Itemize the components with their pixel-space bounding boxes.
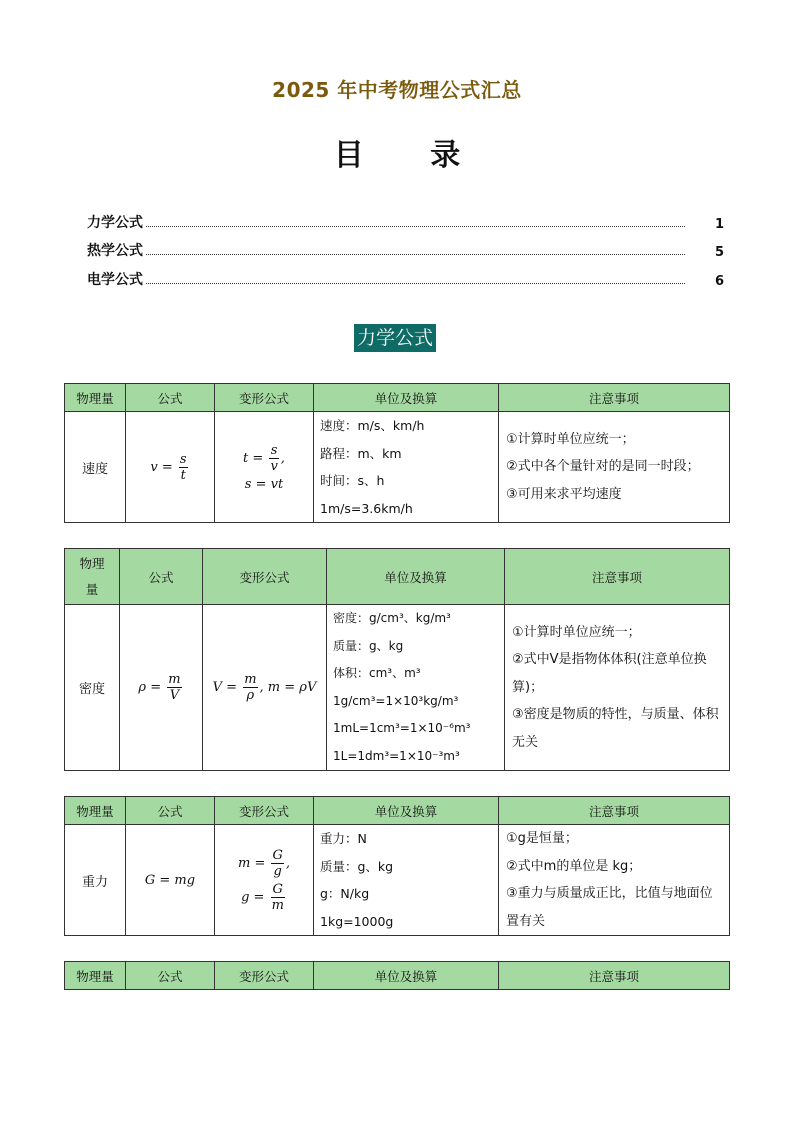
formula-table-speed <box>64 383 730 523</box>
units-cell <box>314 825 499 936</box>
unit-line: 时间：s、h <box>320 473 385 488</box>
variant-lhs: t = <box>243 450 264 466</box>
header-formula: 公式 <box>126 384 215 412</box>
header-notes: 注意事项 <box>499 962 730 990</box>
variant-lhs: V = <box>212 680 238 695</box>
toc-entry-label: 热学公式 <box>87 243 143 259</box>
notes-cell <box>499 412 730 523</box>
header-units: 单位及换算 <box>314 384 499 412</box>
header-formula: 公式 <box>120 549 203 605</box>
header-notes: 注意事项 <box>505 549 730 605</box>
formula-cell: G = mg <box>126 825 215 936</box>
table-row <box>65 605 730 771</box>
toc-leader-dots <box>146 253 685 255</box>
quantity-cell: 密度 <box>65 605 120 771</box>
units-cell <box>314 412 499 523</box>
header-formula: 公式 <box>126 962 215 990</box>
variant-cell <box>215 825 314 936</box>
toc-entry-mechanics[interactable] <box>87 203 723 232</box>
formula-lhs: v = <box>150 459 173 475</box>
toc-heading: 目 录 <box>333 138 489 173</box>
fraction-numerator: s <box>270 442 278 458</box>
note-line: ③重力与质量成正比，比值与地面位置有关 <box>506 886 713 929</box>
header-qty: 物理量 <box>65 962 126 990</box>
formula-cell <box>126 412 215 523</box>
toc-entry-thermal[interactable] <box>87 232 723 261</box>
variant-formula <box>215 882 313 913</box>
toc-entry-page: 6 <box>715 273 725 289</box>
unit-line: 1g/cm³=1×10³kg/m³ <box>333 693 459 708</box>
variant-fraction <box>269 443 278 474</box>
note-line: ②式中V是指物体体积(注意单位换算)； <box>512 652 707 695</box>
fraction-denominator: v <box>270 458 278 474</box>
unit-line: 1mL=1cm³=1×10⁻⁶m³ <box>333 721 471 735</box>
unit-line: 质量：g、kg <box>320 858 394 874</box>
fraction-numerator: m <box>168 672 181 687</box>
note-line: ①计算时单位应统一； <box>512 624 641 640</box>
unit-line: 1kg=1000g <box>320 913 394 929</box>
formula-cell <box>120 605 203 771</box>
unit-line: 1L=1dm³=1×10⁻³m³ <box>333 748 460 763</box>
document-title: 2025 年中考物理公式汇总 <box>272 78 522 102</box>
notes-cell <box>505 605 730 771</box>
variant-formula: s = vt <box>244 476 284 492</box>
unit-line: g：N/kg <box>320 886 370 901</box>
fraction-denominator: ρ <box>246 688 255 703</box>
quantity-cell: 重力 <box>65 825 126 936</box>
toc-leader-dots <box>146 225 685 227</box>
unit-line: 路程：m、km <box>320 445 402 461</box>
fraction-denominator: m <box>271 897 284 913</box>
header-qty: 物理量 <box>65 797 126 825</box>
header-notes: 注意事项 <box>499 384 730 412</box>
variant-lhs: g = <box>241 889 265 905</box>
header-variant: 变形公式 <box>203 549 327 605</box>
toc-entry-page: 5 <box>715 245 725 260</box>
variant-tail: , <box>285 855 291 871</box>
header-units: 单位及换算 <box>314 962 499 990</box>
variant-fraction <box>271 882 285 913</box>
note-line: ①g是恒量； <box>506 831 578 846</box>
header-qty: 物理量 <box>65 549 120 605</box>
variant-fraction <box>243 672 257 703</box>
table-header-row <box>65 384 730 412</box>
variant-tail: , <box>280 450 285 466</box>
fraction-numerator: G <box>272 881 283 897</box>
unit-line: 重力：N <box>320 831 367 846</box>
notes-cell <box>499 825 730 936</box>
fraction-denominator: t <box>180 467 186 483</box>
table-header-row <box>65 549 730 605</box>
header-units: 单位及换算 <box>327 549 505 605</box>
toc-entry-label: 电学公式 <box>87 271 143 288</box>
formula-table-density <box>64 548 730 771</box>
header-units: 单位及换算 <box>314 797 499 825</box>
header-qty: 物理量 <box>65 384 126 412</box>
toc-entry-electrical[interactable] <box>87 260 723 289</box>
formula-fraction <box>167 672 181 703</box>
formula-fraction <box>179 452 188 483</box>
header-variant: 变形公式 <box>215 384 314 412</box>
table-header-row <box>65 962 730 990</box>
unit-line: 质量：g、kg <box>333 638 404 653</box>
variant-cell <box>203 605 327 771</box>
toc-leader-dots <box>146 282 685 284</box>
variant-formula <box>215 443 313 474</box>
formula-table-gravity <box>64 796 730 936</box>
fraction-numerator: m <box>244 672 257 687</box>
header-variant: 变形公式 <box>215 797 314 825</box>
table-of-contents <box>87 203 723 289</box>
formula-lhs: ρ = <box>138 680 162 695</box>
table-row <box>65 412 730 523</box>
fraction-numerator: s <box>179 451 187 467</box>
note-line: ②式中m的单位是 kg； <box>506 858 642 874</box>
note-line: ①计算时单位应统一； <box>506 431 635 447</box>
toc-entry-label: 力学公式 <box>87 214 143 231</box>
table-row <box>65 825 730 936</box>
variant-fraction <box>271 848 283 879</box>
unit-line: 1m/s=3.6km/h <box>320 500 413 516</box>
fraction-numerator: G <box>272 847 283 863</box>
variant-tail: , m = ρV <box>259 680 317 695</box>
note-line: ③密度是物质的特性，与质量、体积无关 <box>512 707 719 750</box>
toc-entry-page: 1 <box>715 216 725 232</box>
unit-line: 体积：cm³、m³ <box>333 666 421 680</box>
header-formula: 公式 <box>126 797 215 825</box>
variant-lhs: m = <box>237 855 266 871</box>
unit-line: 速度：m/s、km/h <box>320 418 425 433</box>
fraction-denominator: g <box>273 863 282 879</box>
formula-table-continued <box>64 961 730 990</box>
variant-cell <box>215 412 314 523</box>
quantity-cell: 速度 <box>65 412 126 523</box>
units-cell <box>327 605 505 771</box>
unit-line: 密度：g/cm³、kg/m³ <box>333 611 451 625</box>
header-notes: 注意事项 <box>499 797 730 825</box>
section-banner: 力学公式 <box>354 324 436 352</box>
note-line: ③可用来求平均速度 <box>506 486 622 502</box>
table-header-row <box>65 797 730 825</box>
note-line: ②式中各个量针对的是同一时段； <box>506 459 700 475</box>
header-variant: 变形公式 <box>215 962 314 990</box>
variant-formula <box>215 848 313 879</box>
fraction-denominator: V <box>169 688 180 703</box>
